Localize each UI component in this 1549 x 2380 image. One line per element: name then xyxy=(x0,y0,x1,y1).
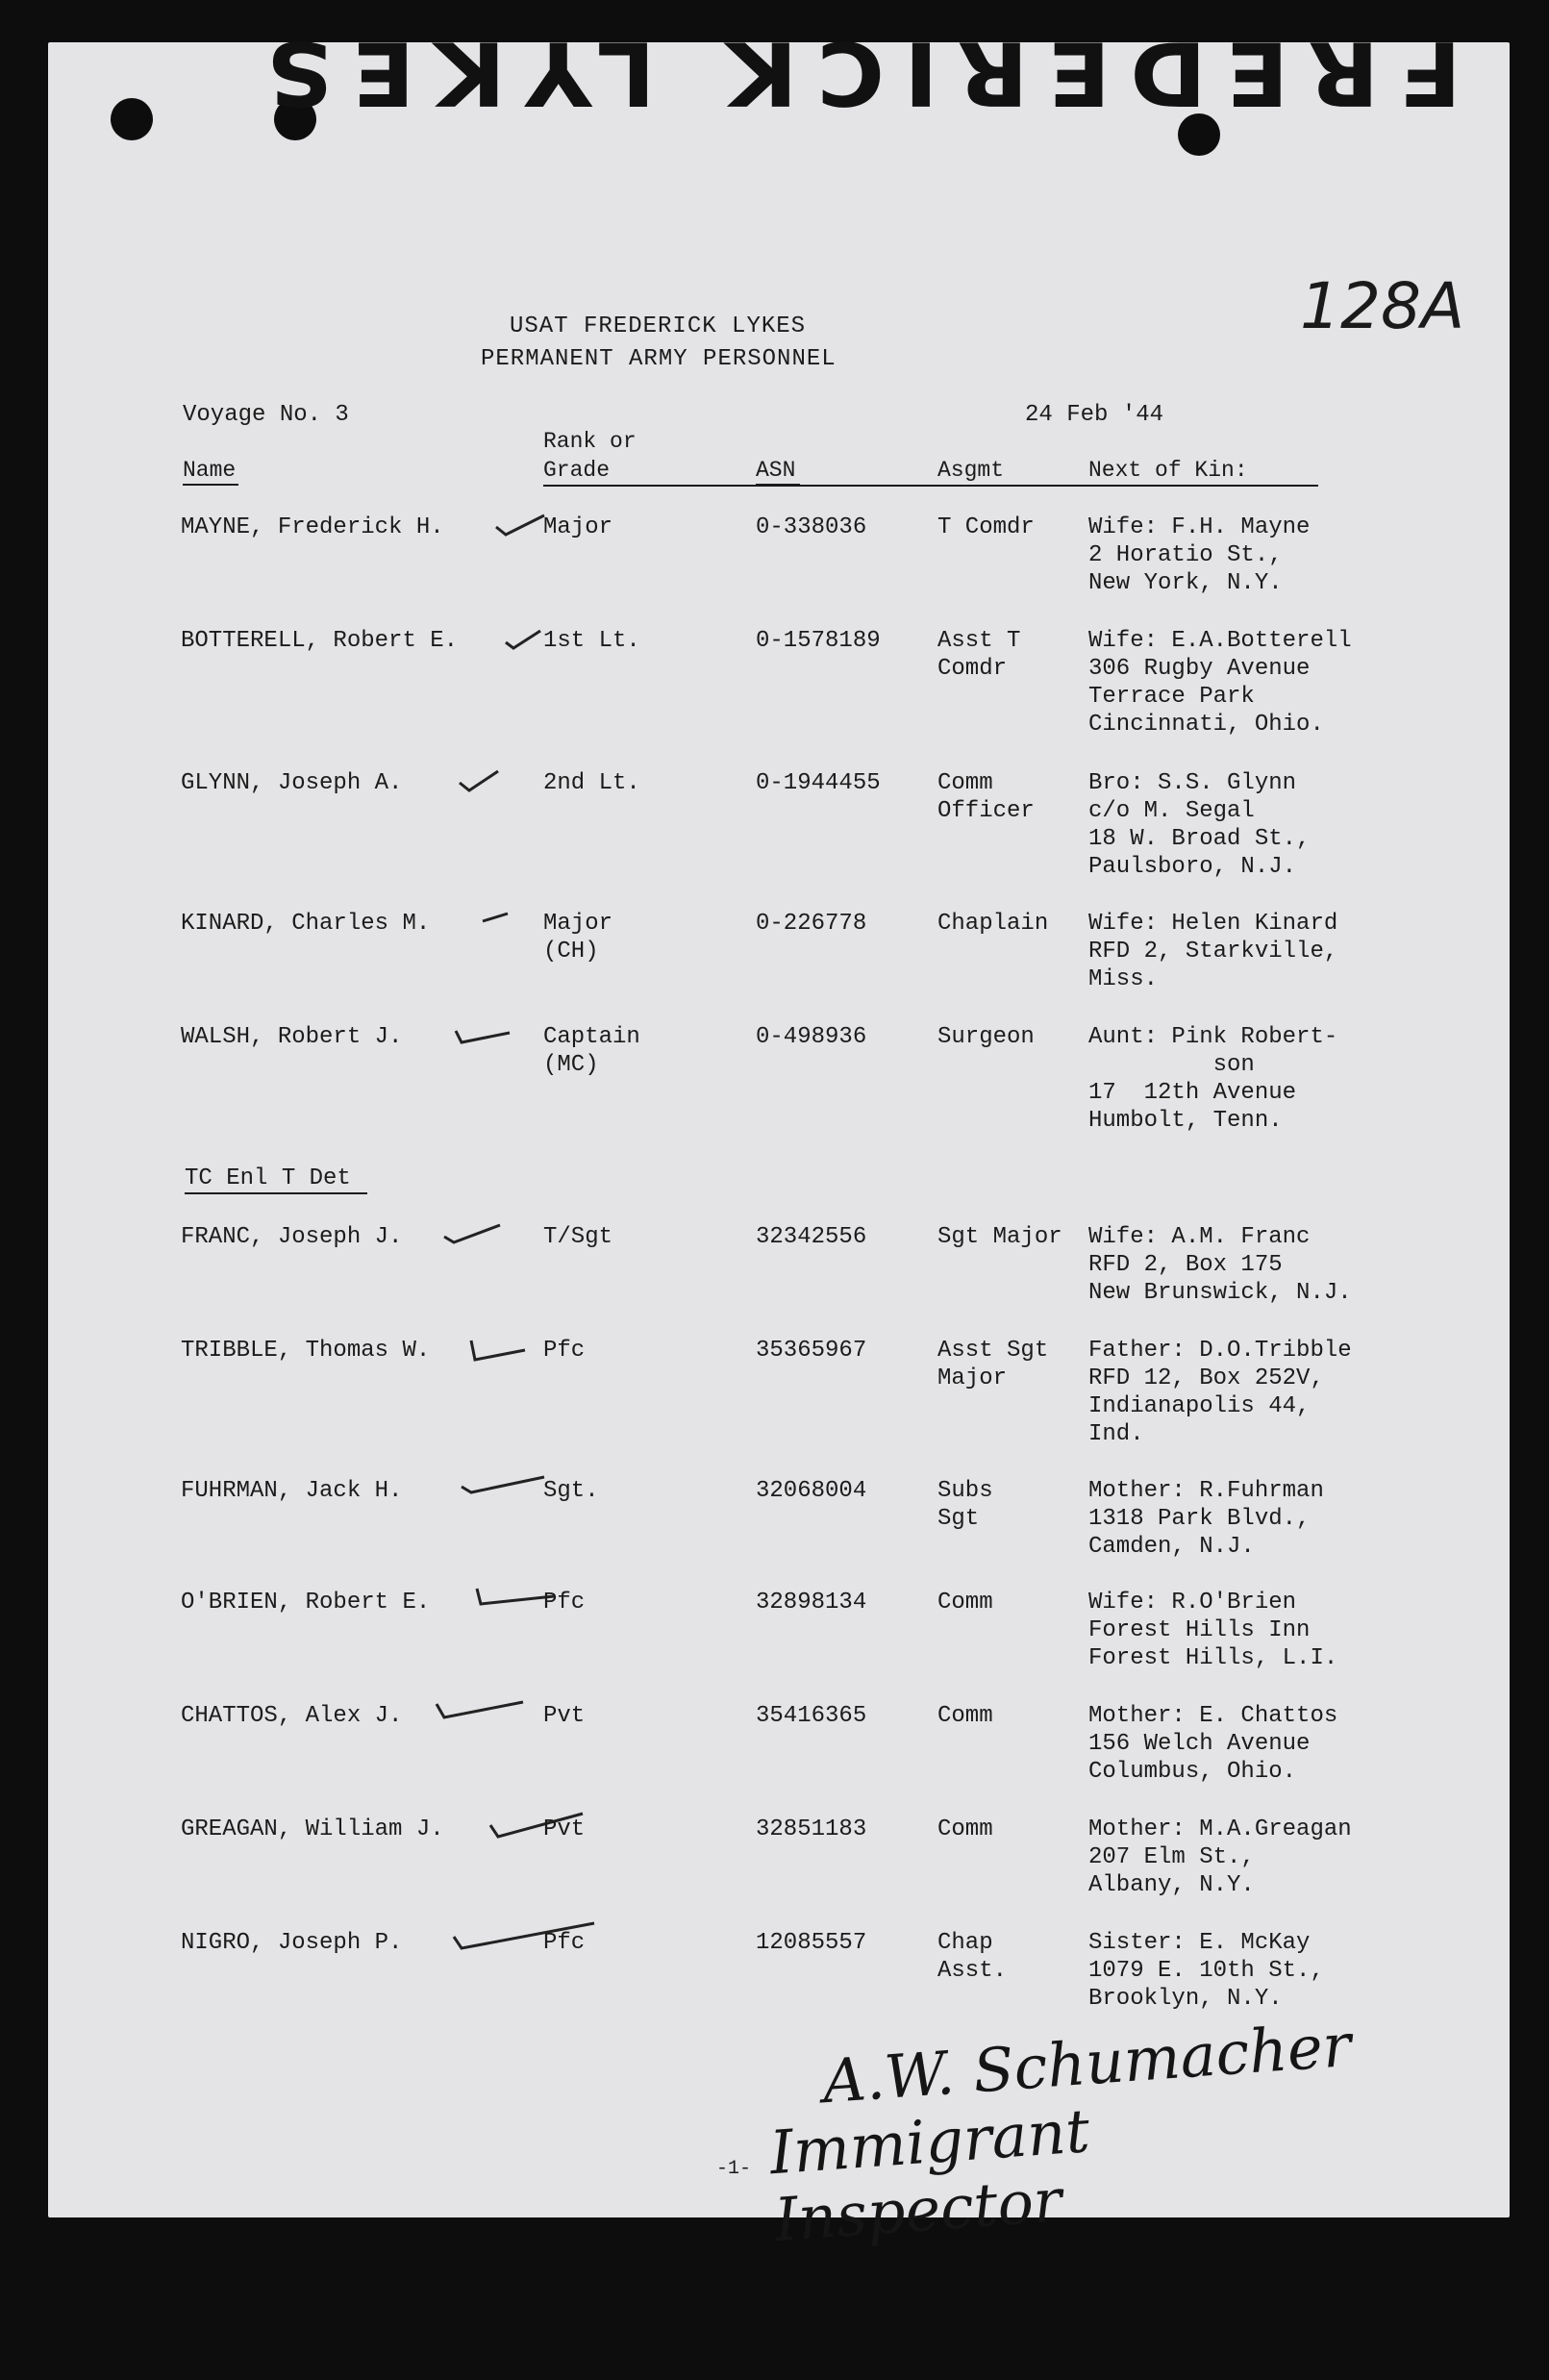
document-date: 24 Feb '44 xyxy=(1025,402,1164,428)
voyage-number: Voyage No. 3 xyxy=(183,402,349,428)
person-rank: T/Sgt xyxy=(543,1224,613,1250)
check-mark-icon xyxy=(458,1467,554,1506)
column-header-name: Name xyxy=(183,458,237,483)
person-name: NIGRO, Joseph P. xyxy=(181,1930,403,1956)
header-underline xyxy=(543,485,1318,487)
person-rank: 2nd Lt. xyxy=(543,770,640,796)
signature-title: Immigrant Inspector xyxy=(767,2095,1092,2256)
person-asn: 35416365 xyxy=(756,1703,867,1729)
person-rank: Major xyxy=(543,514,613,540)
person-assignment: Comm Officer xyxy=(937,770,1035,824)
person-name: GLYNN, Joseph A. xyxy=(181,770,403,796)
person-next-of-kin: Bro: S.S. Glynn c/o M. Segal 18 W. Broad St., Paulsboro, N.J. xyxy=(1088,770,1311,880)
personnel-row xyxy=(0,1589,1549,1704)
person-name: FUHRMAN, Jack H. xyxy=(181,1478,403,1504)
check-mark-icon xyxy=(492,504,550,542)
check-mark-icon xyxy=(467,1327,535,1375)
check-mark-icon xyxy=(440,1214,508,1252)
person-asn: 12085557 xyxy=(756,1930,867,1956)
column-header-next-of-kin: Next of Kin: xyxy=(1088,458,1248,483)
personnel-row xyxy=(0,1816,1549,1931)
person-assignment: Sgt Major xyxy=(937,1224,1062,1250)
personnel-row xyxy=(0,1223,1549,1339)
personnel-row xyxy=(0,1702,1549,1817)
column-header-name-underline xyxy=(183,484,238,486)
person-rank: Sgt. xyxy=(543,1478,599,1504)
person-next-of-kin: Aunt: Pink Robert- son 17 12th Avenue Humbolt, Tenn. xyxy=(1088,1024,1338,1134)
person-next-of-kin: Wife: Helen Kinard RFD 2, Starkville, Miss. xyxy=(1088,911,1338,992)
person-asn: 32851183 xyxy=(756,1816,867,1842)
person-name: FRANC, Joseph J. xyxy=(181,1224,403,1250)
person-rank: Pfc xyxy=(543,1930,586,1956)
person-name: TRIBBLE, Thomas W. xyxy=(181,1338,431,1364)
person-assignment: T Comdr xyxy=(937,514,1035,540)
inspector-signature xyxy=(762,2010,1390,2254)
personnel-row xyxy=(0,910,1549,1025)
person-name: KINARD, Charles M. xyxy=(181,911,431,937)
person-assignment: Subs Sgt xyxy=(937,1478,993,1532)
person-name: MAYNE, Frederick H. xyxy=(181,514,444,540)
person-next-of-kin: Wife: R.O'Brien Forest Hills Inn Forest Hills, L.I. xyxy=(1088,1590,1338,1671)
person-assignment: Chap Asst. xyxy=(937,1930,1008,1984)
person-name: CHATTOS, Alex J. xyxy=(181,1703,403,1729)
personnel-row xyxy=(0,514,1549,629)
person-asn: 35365967 xyxy=(756,1338,867,1364)
binder-hole-top xyxy=(111,98,153,140)
personnel-row xyxy=(0,1023,1549,1139)
person-rank: 1st Lt. xyxy=(543,628,640,654)
handwritten-ship-name: FREDERICK LYKES xyxy=(246,21,1462,125)
person-assignment: Comm xyxy=(937,1590,993,1616)
person-asn: 0-1578189 xyxy=(756,628,881,654)
column-header-rank: Rank or Grade xyxy=(543,429,637,483)
person-next-of-kin: Wife: E.A.Botterell 306 Rugby Avenue Terrace Park Cincinnati, Ohio. xyxy=(1088,628,1352,738)
person-rank: Pfc xyxy=(543,1590,586,1616)
person-asn: 0-226778 xyxy=(756,911,867,937)
person-next-of-kin: Wife: F.H. Mayne 2 Horatio St., New York, N.Y. xyxy=(1088,514,1311,596)
personnel-row xyxy=(0,1337,1549,1452)
person-assignment: Surgeon xyxy=(937,1024,1035,1050)
person-assignment: Asst Sgt Major xyxy=(937,1338,1049,1391)
person-assignment: Asst T Comdr xyxy=(937,628,1021,682)
personnel-row xyxy=(0,769,1549,885)
check-mark-icon xyxy=(433,1692,529,1731)
document-title: USAT FREDERICK LYKES xyxy=(510,313,807,339)
person-asn: 32342556 xyxy=(756,1224,867,1250)
person-asn: 0-498936 xyxy=(756,1024,867,1050)
personnel-row xyxy=(0,627,1549,742)
person-rank: Pvt xyxy=(543,1816,586,1842)
person-asn: 32898134 xyxy=(756,1590,867,1616)
person-next-of-kin: Mother: E. Chattos 156 Welch Avenue Columbus, Ohio. xyxy=(1088,1703,1338,1785)
person-rank: Pvt xyxy=(543,1703,586,1729)
person-next-of-kin: Father: D.O.Tribble RFD 12, Box 252V, Indianapolis 44, Ind. xyxy=(1088,1338,1352,1447)
person-assignment: Comm xyxy=(937,1816,993,1842)
person-rank: Major (CH) xyxy=(543,911,613,965)
personnel-row xyxy=(0,1477,1549,1592)
check-mark-icon xyxy=(456,760,513,798)
person-assignment: Comm xyxy=(937,1703,993,1729)
person-rank: Captain (MC) xyxy=(543,1024,640,1078)
section-title-underline xyxy=(185,1192,367,1194)
person-asn: 0-1944455 xyxy=(756,770,881,796)
person-name: O'BRIEN, Robert E. xyxy=(181,1590,431,1616)
person-name: BOTTERELL, Robert E. xyxy=(181,628,459,654)
page-footer-number: -1- xyxy=(716,2158,752,2180)
check-mark-icon xyxy=(479,900,537,939)
person-next-of-kin: Mother: R.Fuhrman 1318 Park Blvd., Camden, N.J. xyxy=(1088,1478,1324,1560)
person-next-of-kin: Mother: M.A.Greagan 207 Elm St., Albany, N.Y. xyxy=(1088,1816,1352,1898)
signature-name: A.W. Schumacher xyxy=(820,2009,1354,2117)
column-header-assignment: Asgmt xyxy=(937,458,1005,483)
check-mark-icon xyxy=(452,1014,519,1052)
document-subtitle: PERMANENT ARMY PERSONNEL xyxy=(481,346,837,372)
person-rank: Pfc xyxy=(543,1338,586,1364)
person-name: WALSH, Robert J. xyxy=(181,1024,403,1050)
person-name: GREAGAN, William J. xyxy=(181,1816,444,1842)
column-header-asn: ASN xyxy=(756,458,796,483)
person-next-of-kin: Wife: A.M. Franc RFD 2, Box 175 New Brunswick, N.J. xyxy=(1088,1224,1352,1306)
section-title: TC Enl T Det xyxy=(185,1165,351,1191)
page-number: 128A xyxy=(1300,269,1465,343)
person-asn: 32068004 xyxy=(756,1478,867,1504)
person-next-of-kin: Sister: E. McKay 1079 E. 10th St., Brooklyn, N.Y. xyxy=(1088,1930,1324,2012)
person-assignment: Chaplain xyxy=(937,911,1049,937)
person-asn: 0-338036 xyxy=(756,514,867,540)
